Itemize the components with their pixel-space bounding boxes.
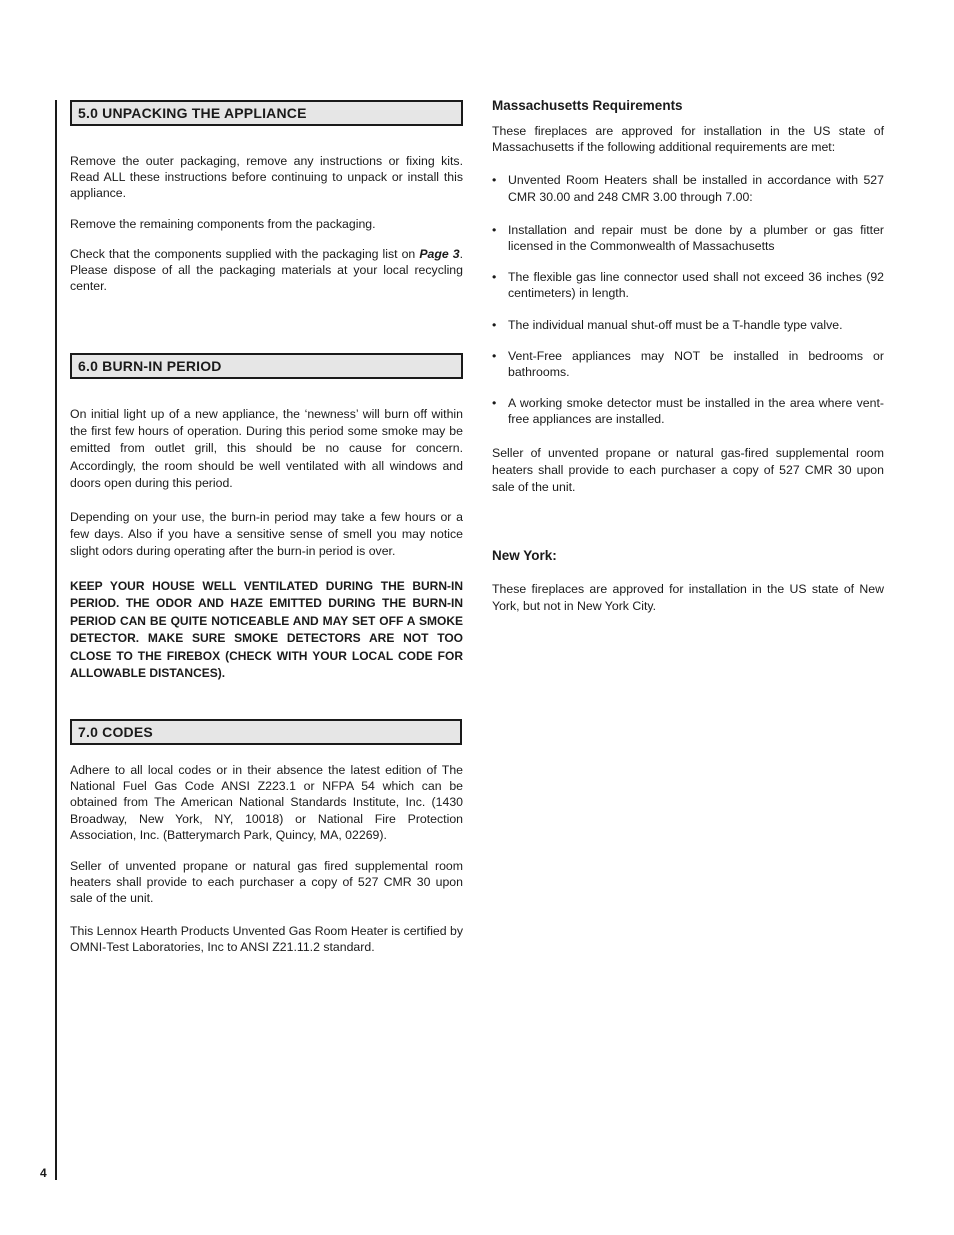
unpacking-paragraph-3 xyxy=(70,246,463,295)
section-new-york xyxy=(492,548,884,615)
section-heading-unpacking: 5.0 UNPACKING THE APPLIANCE xyxy=(70,100,463,126)
list-item: • Installation and repair must be done by a plumber or gas fitter licensed in the Commonwealth of Massachusetts xyxy=(492,222,884,254)
section-heading-burn-in: 6.0 BURN-IN PERIOD xyxy=(70,353,463,379)
section-burn-in xyxy=(70,353,463,683)
page-reference-link: Page 3 xyxy=(419,246,460,261)
bullet-icon: • xyxy=(492,270,497,285)
unpacking-paragraph-1: Remove the outer packaging, remove any instructions or fixing kits. Read ALL these instructions before continuing to unpack or install this appliance. xyxy=(70,154,463,201)
bullet-icon: • xyxy=(492,396,497,411)
list-item: • The flexible gas line connector used shall not exceed 36 inches (92 centimeters) in length. xyxy=(492,270,884,301)
list-item: • Vent-Free appliances may NOT be installed in bedrooms or bathrooms. xyxy=(492,348,884,380)
bullet-icon: • xyxy=(492,222,497,237)
bullet-icon: • xyxy=(492,348,497,363)
list-item: • The individual manual shut-off must be a T-handle type valve. xyxy=(492,317,843,332)
page-number: 4 xyxy=(40,1166,47,1180)
unpacking-p3-text: Check that the components supplied with the packaging list on xyxy=(70,246,420,261)
list-item: • A working smoke detector must be installed in the area where vent-free appliances are installed. xyxy=(492,396,884,427)
massachusetts-closing: Seller of unvented propane or natural gas-fired supplemental room heaters shall provide to each purchaser a copy of 527 CMR 30 upon sale of the unit. xyxy=(492,445,884,495)
bullet-icon: • xyxy=(492,317,497,332)
codes-paragraph-1: Adhere to all local codes or in their absence the latest edition of The National Fuel Gas Code ANSI Z223.1 or NFPA 54 which can be obtained from The American National Standards Institute, Inc. (1430 Broadway, New York, NY, 10018) or National Fire Protection Association, Inc. (Batterymarch Park, Quincy, MA, 02269). xyxy=(70,763,463,842)
burn-in-paragraph-1: On initial light up of a new appliance, the ‘newness’ will burn off within the first few hours of operation. During this period some smoke may be emitted from outlet grill, this should be no cause for concern. Accordingly, the room should be well ventilated with all windows and doors open during this period. xyxy=(70,407,463,490)
bullet-icon: • xyxy=(492,173,497,188)
massachusetts-heading: Massachusetts Requirements xyxy=(492,98,683,113)
codes-paragraph-3: This Lennox Hearth Products Unvented Gas Room Heater is certified by OMNI-Test Laboratories, Inc to ANSI Z21.11.2 standard. xyxy=(70,923,464,954)
section-heading-codes: 7.0 CODES xyxy=(70,719,462,745)
new-york-text: These fireplaces are approved for installation in the US state of New York, but not in New York City. xyxy=(492,582,884,614)
section-unpacking xyxy=(70,100,463,294)
burn-in-paragraph-2: Depending on your use, the burn-in period may take a few hours or a few days. Also if you have a sensitive sense of smell you may notice slight odors during operating after the burn-in period is over. xyxy=(70,510,463,559)
massachusetts-requirements-list xyxy=(492,172,884,427)
new-york-heading: New York: xyxy=(492,548,557,563)
massachusetts-intro: These fireplaces are approved for installation in the US state of Massachusetts if the following additional requirements are met: xyxy=(492,124,884,155)
section-massachusetts xyxy=(492,98,884,496)
section-codes xyxy=(70,719,463,955)
burn-in-warning: KEEP YOUR HOUSE WELL VENTILATED DURING THE BURN-IN PERIOD. THE ODOR AND HAZE EMITTED DURING THE BURN-IN PERIOD CAN BE QUITE NOTICEABLE AND MAY SET OFF A SMOKE DETECTOR. MAKE SURE SMOKE DETECTORS ARE NOT TOO CLOSE TO THE FIREBOX (CHECK WITH YOUR LOCAL CODE FOR ALLOWABLE DISTANCES). xyxy=(70,578,463,681)
unpacking-paragraph-2: Remove the remaining components from the packaging. xyxy=(70,216,376,231)
margin-rule xyxy=(55,100,57,1180)
unpacking-p3-text-end: . Please dispose of all the packaging materials at your local recycling center. xyxy=(70,246,463,294)
codes-paragraph-2: Seller of unvented propane or natural gas fired supplemental room heaters shall provide to each purchaser a copy of 527 CMR 30 upon sale of the unit. xyxy=(70,859,463,906)
list-item: • Unvented Room Heaters shall be installed in accordance with 527 CMR 30.00 and 248 CMR 3.00 through 7.00: xyxy=(492,173,884,204)
